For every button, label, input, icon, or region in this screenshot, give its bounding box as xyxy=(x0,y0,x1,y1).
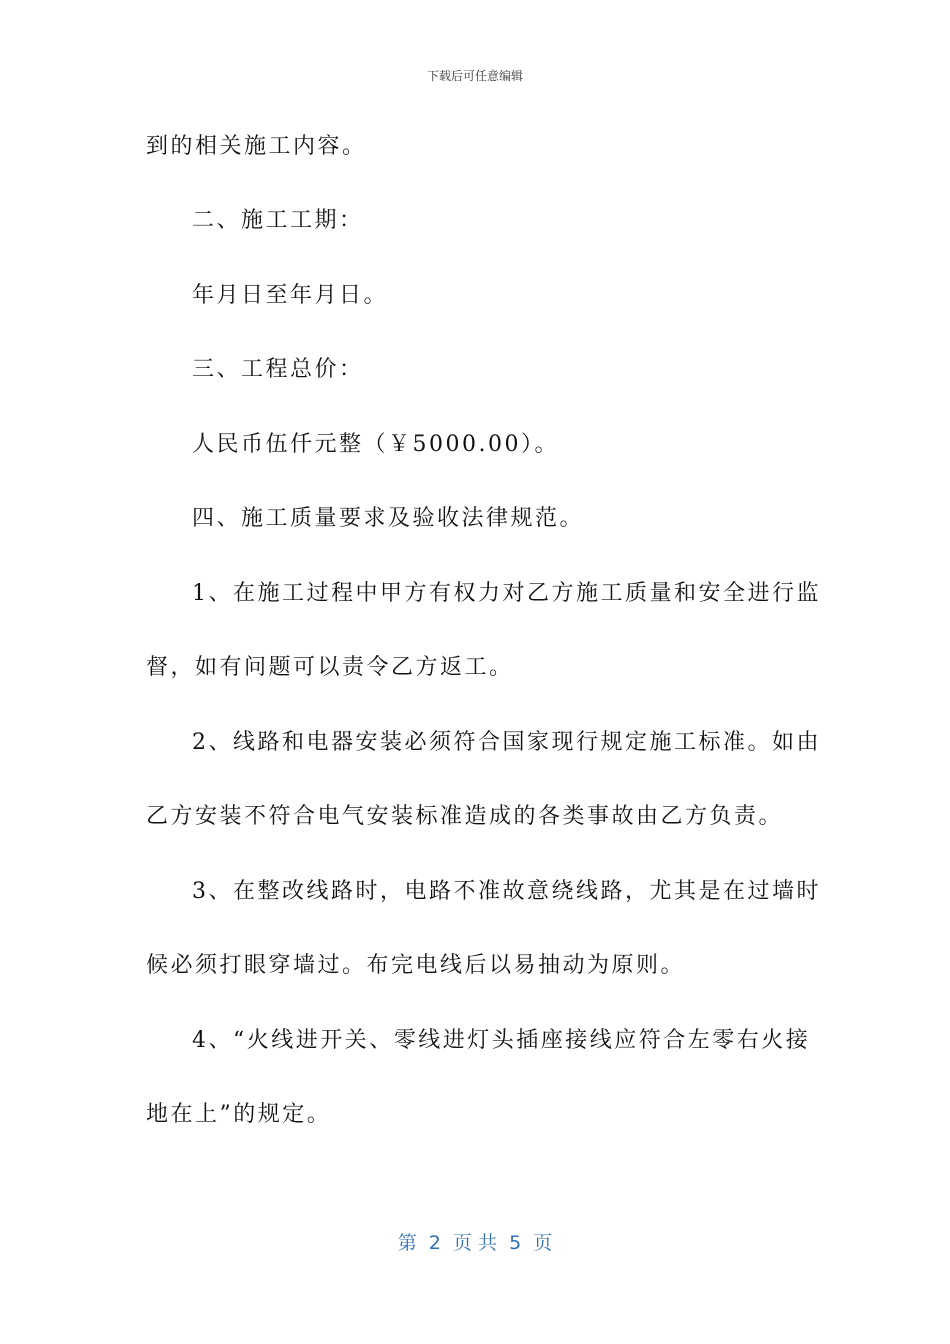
text-line: 乙方安装不符合电气安装标准造成的各类事故由乙方负责。 xyxy=(146,804,784,829)
text-line: 年月日至年月日。 xyxy=(192,283,389,308)
text-line: 地在上”的规定。 xyxy=(146,1102,332,1127)
text-line: 4、“火线进开关、零线进灯头插座接线应符合左零右火接 xyxy=(192,1028,811,1053)
text-line: 1、在施工过程中甲方有权力对乙方施工质量和安全进行监 xyxy=(192,581,821,606)
section-heading: 三、工程总价： xyxy=(192,357,364,382)
text-line: 候必须打眼穿墙过。布完电线后以易抽动为原则。 xyxy=(146,953,686,978)
section-heading: 二、施工工期： xyxy=(192,208,364,233)
text-line: 2、线路和电器安装必须符合国家现行规定施工标准。如由 xyxy=(192,730,821,755)
text-line: 3、在整改线路时，电路不准故意绕线路，尤其是在过墙时 xyxy=(192,879,821,904)
text-line: 人民币伍仟元整（￥5000.00）。 xyxy=(192,432,559,457)
page-header-note: 下载后可任意编辑 xyxy=(426,69,523,83)
page-number-footer: 第 2 页 共 5 页 xyxy=(397,1232,553,1254)
section-heading: 四、施工质量要求及验收法律规范。 xyxy=(192,506,585,531)
text-line: 到的相关施工内容。 xyxy=(146,134,367,159)
text-line: 督，如有问题可以责令乙方返工。 xyxy=(146,655,514,680)
